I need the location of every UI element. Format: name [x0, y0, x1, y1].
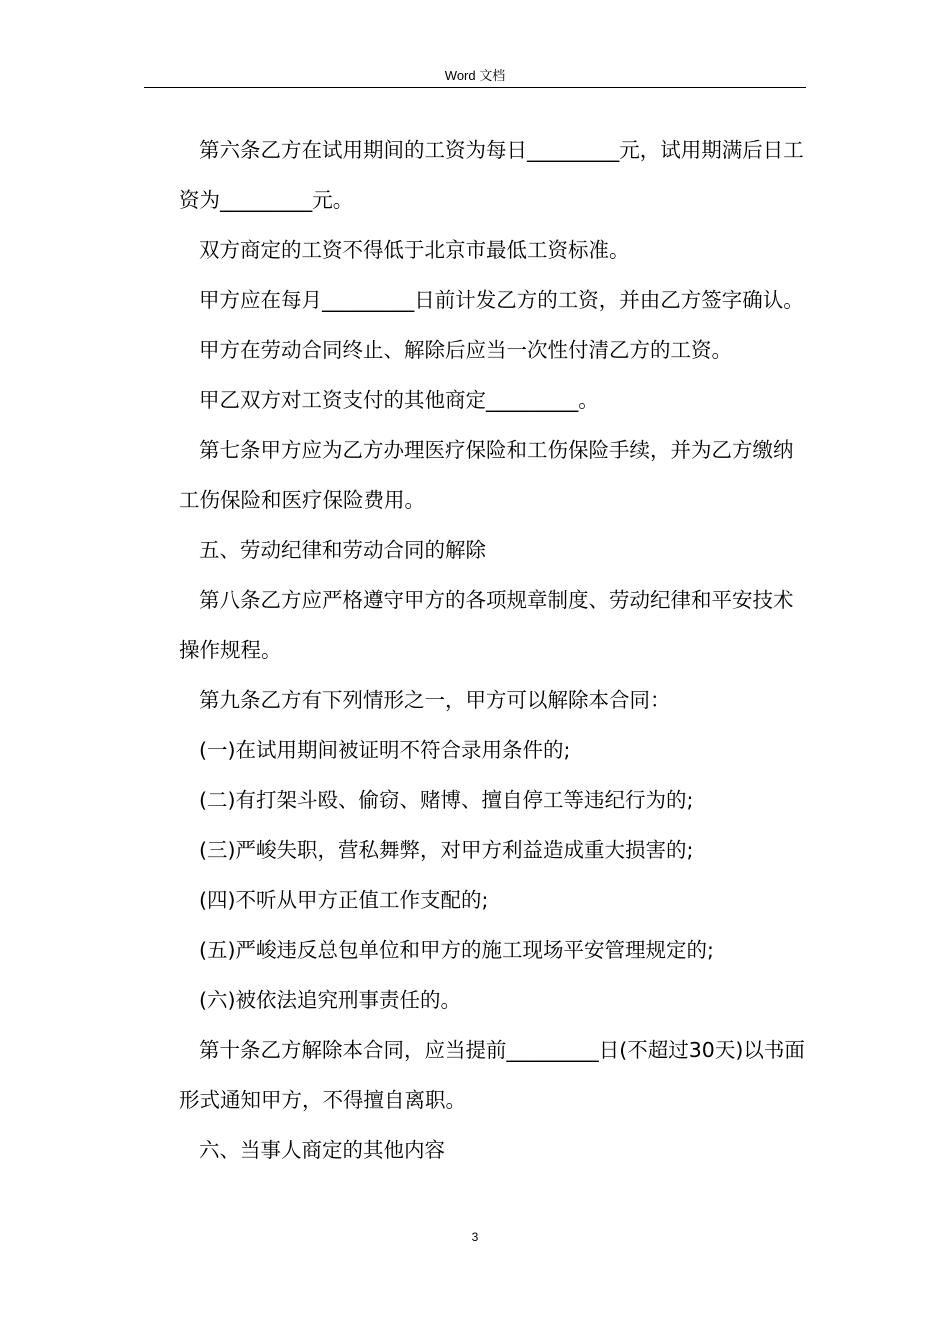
list-item: (四)不听从甲方正值工作支配的; [199, 888, 489, 912]
page-header: Word 文档 [444, 68, 506, 83]
payday-clause: 甲方应在每月_________日前计发乙方的工资，并由乙方签字确认。 [199, 288, 804, 312]
list-item: (五)严峻违反总包单位和甲方的施工现场平安管理规定的; [199, 938, 714, 962]
article-7-insurance: 第七条甲方应为乙方办理医疗保险和工伤保险手续，并为乙方缴纳工伤保险和医疗保险费用。 [179, 438, 794, 512]
section-5-heading: 五、劳动纪律和劳动合同的解除 [199, 538, 486, 562]
other-wage-terms: 甲乙双方对工资支付的其他商定_________。 [199, 388, 599, 412]
list-item: (六)被依法追究刑事责任的。 [199, 988, 461, 1012]
section-6-heading: 六、当事人商定的其他内容 [199, 1138, 445, 1162]
article-10-resignation: 第十条乙方解除本合同，应当提前_________日(不超过30天)以书面形式通知甲方，不得擅自离职。 [179, 1038, 805, 1112]
minimum-wage-clause: 双方商定的工资不得低于北京市最低工资标准。 [199, 238, 630, 262]
header-divider [144, 87, 806, 88]
document-body [179, 125, 809, 1175]
list-item: (三)严峻失职，营私舞弊，对甲方利益造成重大损害的; [199, 838, 694, 862]
article-8-discipline: 第八条乙方应严格遵守甲方的各项规章制度、劳动纪律和平安技术操作规程。 [179, 588, 794, 662]
final-settlement-clause: 甲方在劳动合同终止、解除后应当一次性付清乙方的工资。 [199, 338, 732, 362]
page-number: 3 [471, 1230, 479, 1244]
article-6-salary: 第六条乙方在试用期间的工资为每日_________元，试用期满后日工资为_________元。 [179, 138, 804, 212]
list-item: (一)在试用期间被证明不符合录用条件的; [199, 738, 571, 762]
list-item: (二)有打架斗殴、偷窃、赌博、擅自停工等违纪行为的; [199, 788, 694, 812]
article-9-intro: 第九条乙方有下列情形之一，甲方可以解除本合同： [199, 688, 671, 712]
